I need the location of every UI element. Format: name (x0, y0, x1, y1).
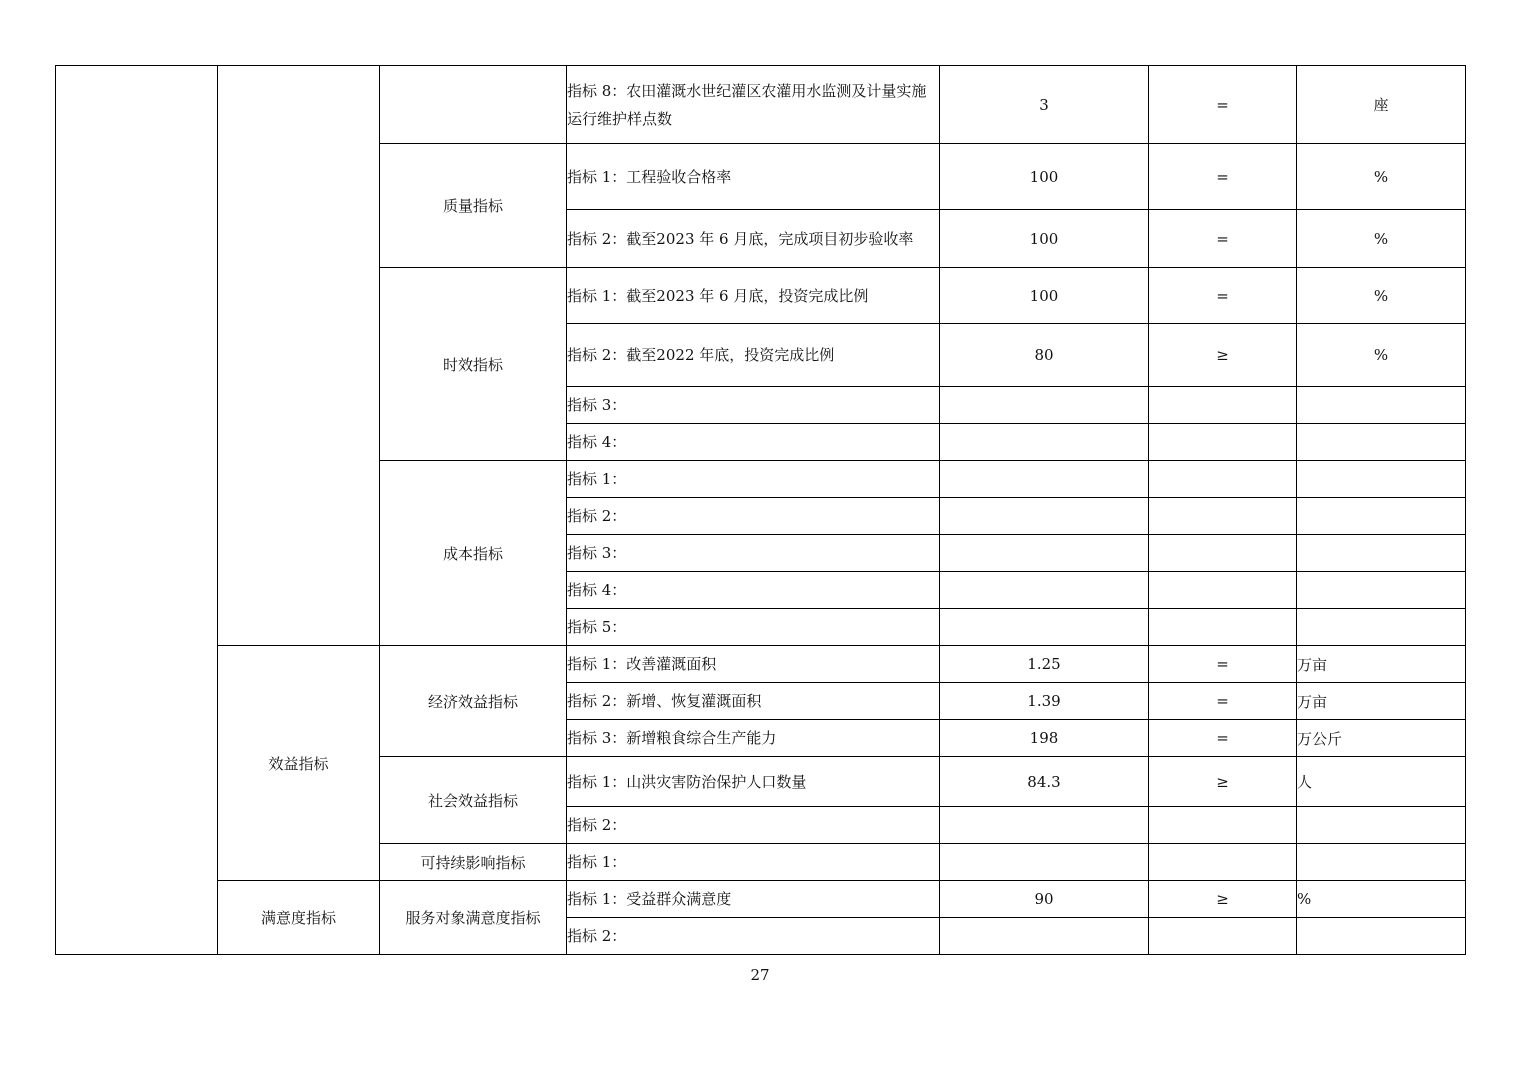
group-benefit: 效益指标 (218, 646, 380, 881)
indicator-cell: 指标 2：截至2022 年底，投资完成比例 (567, 324, 940, 387)
indicator-cell: 指标 5： (567, 609, 940, 646)
indicator-cell: 指标 1：受益群众满意度 (567, 881, 940, 918)
category-quality: 质量指标 (380, 144, 567, 268)
unit-cell: 万公斤 (1297, 720, 1466, 757)
operator-cell: ≥ (1149, 757, 1297, 807)
unit-cell: 万亩 (1297, 683, 1466, 720)
value-cell (940, 844, 1149, 881)
unit-cell: % (1297, 144, 1466, 210)
operator-cell (1149, 535, 1297, 572)
indicator-cell: 指标 1： (567, 461, 940, 498)
indicator-cell: 指标 3：新增粮食综合生产能力 (567, 720, 940, 757)
operator-cell (1149, 609, 1297, 646)
unit-cell (1297, 424, 1466, 461)
indicator-cell: 指标 3： (567, 535, 940, 572)
unit-cell: % (1297, 324, 1466, 387)
indicator-cell: 指标 2： (567, 498, 940, 535)
value-cell: 80 (940, 324, 1149, 387)
table-row (56, 881, 1466, 918)
unit-cell (1297, 807, 1466, 844)
performance-indicator-table (55, 65, 1466, 955)
value-cell: 84.3 (940, 757, 1149, 807)
value-cell (940, 461, 1149, 498)
value-cell: 1.25 (940, 646, 1149, 683)
operator-cell: = (1149, 66, 1297, 144)
level1-cell (56, 66, 218, 955)
unit-cell: 人 (1297, 757, 1466, 807)
unit-cell (1297, 498, 1466, 535)
value-cell: 100 (940, 144, 1149, 210)
value-cell (940, 572, 1149, 609)
value-cell (940, 535, 1149, 572)
indicator-cell: 指标 4： (567, 424, 940, 461)
category-timeliness: 时效指标 (380, 268, 567, 461)
indicator-cell: 指标 3： (567, 387, 940, 424)
value-cell: 100 (940, 210, 1149, 268)
indicator-cell: 指标 1：工程验收合格率 (567, 144, 940, 210)
operator-cell (1149, 572, 1297, 609)
page-number: 27 (750, 966, 770, 984)
operator-cell: ≥ (1149, 324, 1297, 387)
category-service: 服务对象满意度指标 (380, 881, 567, 955)
category-cost: 成本指标 (380, 461, 567, 646)
value-cell (940, 807, 1149, 844)
indicator-cell: 指标 8：农田灌溉水世纪灌区农灌用水监测及计量实施运行维护样点数 (567, 66, 940, 144)
indicator-cell: 指标 2：截至2023 年 6 月底，完成项目初步验收率 (567, 210, 940, 268)
category-cell (380, 66, 567, 144)
operator-cell (1149, 498, 1297, 535)
unit-cell (1297, 918, 1466, 955)
operator-cell (1149, 807, 1297, 844)
unit-cell: % (1297, 268, 1466, 324)
level2-cell (218, 66, 380, 646)
value-cell: 3 (940, 66, 1149, 144)
indicator-cell: 指标 1： (567, 844, 940, 881)
unit-cell: % (1297, 881, 1466, 918)
unit-cell (1297, 844, 1466, 881)
indicator-cell: 指标 2： (567, 918, 940, 955)
category-social: 社会效益指标 (380, 757, 567, 844)
unit-cell: 座 (1297, 66, 1466, 144)
value-cell: 1.39 (940, 683, 1149, 720)
unit-cell (1297, 461, 1466, 498)
category-economic: 经济效益指标 (380, 646, 567, 757)
group-satisfaction: 满意度指标 (218, 881, 380, 955)
value-cell (940, 424, 1149, 461)
indicator-cell: 指标 4： (567, 572, 940, 609)
indicator-cell: 指标 2：新增、恢复灌溉面积 (567, 683, 940, 720)
value-cell (940, 498, 1149, 535)
unit-cell (1297, 609, 1466, 646)
value-cell (940, 387, 1149, 424)
operator-cell: = (1149, 720, 1297, 757)
operator-cell: = (1149, 210, 1297, 268)
value-cell: 90 (940, 881, 1149, 918)
indicator-cell: 指标 1：改善灌溉面积 (567, 646, 940, 683)
indicator-cell: 指标 1：山洪灾害防治保护人口数量 (567, 757, 940, 807)
unit-cell: 万亩 (1297, 646, 1466, 683)
unit-cell (1297, 387, 1466, 424)
operator-cell (1149, 424, 1297, 461)
operator-cell: = (1149, 268, 1297, 324)
operator-cell (1149, 387, 1297, 424)
table-row (56, 646, 1466, 683)
category-sustainable: 可持续影响指标 (380, 844, 567, 881)
value-cell: 100 (940, 268, 1149, 324)
operator-cell (1149, 918, 1297, 955)
unit-cell (1297, 572, 1466, 609)
value-cell (940, 918, 1149, 955)
operator-cell: = (1149, 144, 1297, 210)
indicator-cell: 指标 1：截至2023 年 6 月底，投资完成比例 (567, 268, 940, 324)
indicator-cell: 指标 2： (567, 807, 940, 844)
unit-cell: % (1297, 210, 1466, 268)
table-row (56, 66, 1466, 144)
operator-cell (1149, 844, 1297, 881)
operator-cell (1149, 461, 1297, 498)
operator-cell: = (1149, 683, 1297, 720)
value-cell: 198 (940, 720, 1149, 757)
unit-cell (1297, 535, 1466, 572)
operator-cell: ≥ (1149, 881, 1297, 918)
operator-cell: = (1149, 646, 1297, 683)
value-cell (940, 609, 1149, 646)
